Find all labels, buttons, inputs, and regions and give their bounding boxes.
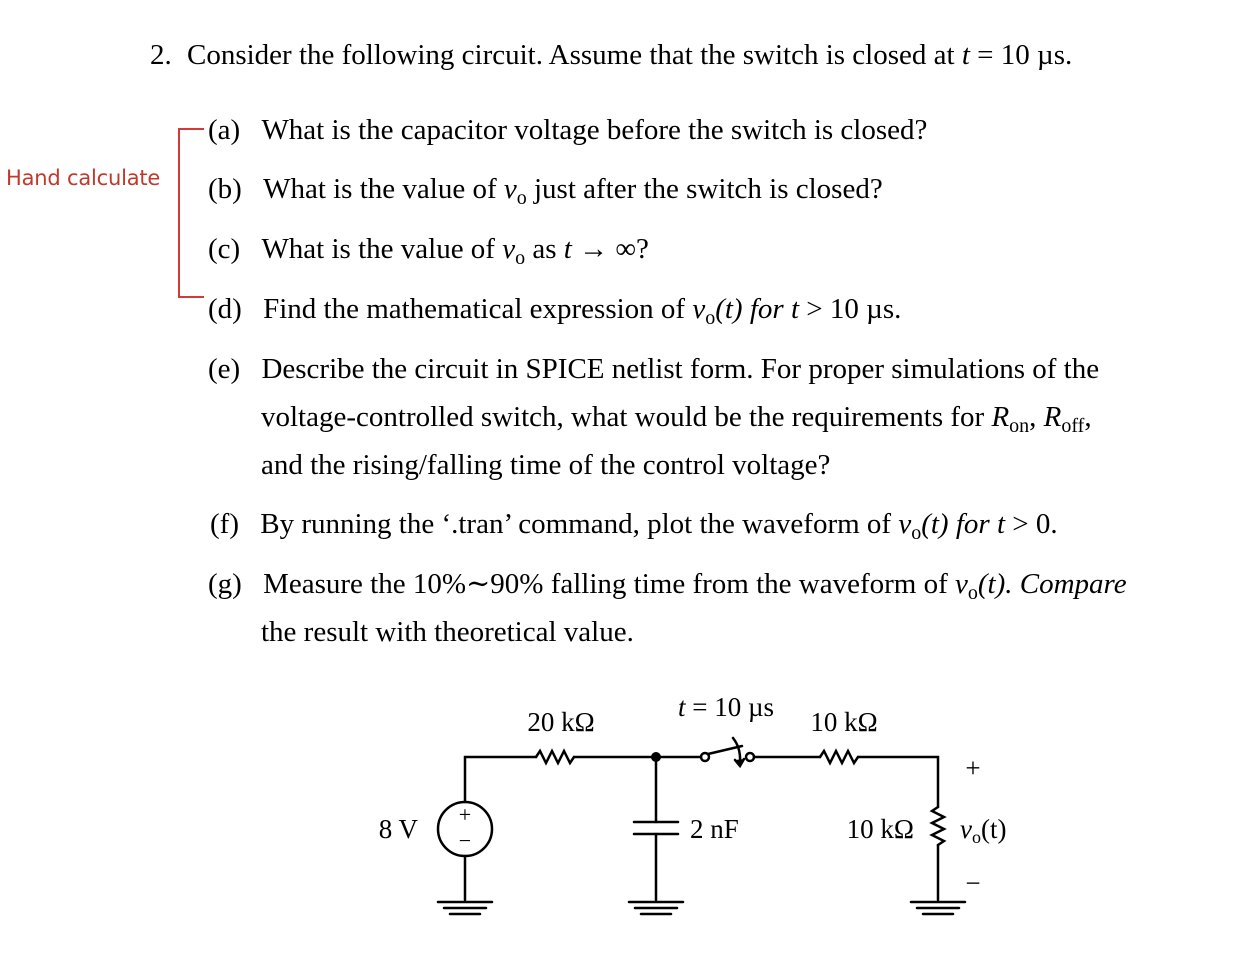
part-text: What is the value of <box>263 173 504 205</box>
output-minus: − <box>965 868 981 898</box>
capacitor-label: 2 nF <box>690 814 739 844</box>
ground-source <box>438 902 492 914</box>
part-label: (c) <box>208 233 241 265</box>
r-load-label: 10 kΩ <box>846 814 914 844</box>
part-text: What is the value of <box>261 233 503 265</box>
part-text-end: → ∞? <box>571 233 649 265</box>
source-plus: + <box>458 802 472 827</box>
subscript: o <box>515 247 526 269</box>
part-text-end: just after the switch is closed? <box>526 173 883 205</box>
junction-node <box>651 752 661 762</box>
part-text-end: > 10 µs. <box>799 293 902 325</box>
source-minus: − <box>458 828 472 853</box>
part-text: Find the mathematical expression of <box>263 293 693 325</box>
t-variable: t <box>790 293 799 325</box>
part-text-mid: (t) for <box>921 508 997 540</box>
t-variable: t <box>996 508 1005 540</box>
subscript: o <box>911 522 922 544</box>
v-variable: v <box>502 233 516 265</box>
resistor-10k-load <box>932 807 944 845</box>
v-variable: v <box>503 173 517 205</box>
r1-label: 20 kΩ <box>527 707 595 737</box>
time-variable: t <box>961 39 970 71</box>
part-text: What is the capacitor voltage before the switch is closed? <box>261 114 928 146</box>
output-plus: + <box>965 753 981 783</box>
source-label: 8 V <box>378 814 418 844</box>
part-text-line1: Describe the circuit in SPICE netlist form. For proper simulations of the <box>261 353 1100 385</box>
separator: , <box>1029 401 1044 433</box>
v-variable: v <box>692 293 706 325</box>
wire-to-load <box>858 757 938 807</box>
hand-calculate-note: Hand calculate <box>6 166 161 190</box>
r-off-symbol: R <box>1043 401 1062 433</box>
separator-end: , <box>1084 401 1092 433</box>
part-label: (d) <box>208 293 242 325</box>
part-label: (f) <box>210 508 239 540</box>
ground-capacitor <box>629 902 683 914</box>
part-label: (g) <box>208 568 242 600</box>
t-variable: t <box>563 233 572 265</box>
switch-time: = 10 µs. <box>969 39 1073 71</box>
question-number: 2. <box>150 39 172 71</box>
subscript: off <box>1061 415 1085 437</box>
part-label: (b) <box>208 173 242 205</box>
part-text-mid: (t) for <box>715 293 791 325</box>
wire-top-left <box>465 757 536 802</box>
subscript: o <box>516 187 527 209</box>
subscript: o <box>705 307 716 329</box>
part-text-line3: and the rising/falling time of the control voltage? <box>261 449 831 481</box>
part-text-mid: as <box>525 233 564 265</box>
subscript: on <box>1009 415 1030 437</box>
resistor-20k <box>536 751 574 763</box>
v-variable: v <box>898 508 912 540</box>
output-label: vo(t) <box>960 814 1007 847</box>
part-text-end: (t). Compare <box>977 568 1127 600</box>
v-variable: v <box>954 568 968 600</box>
resistor-10k-series <box>820 751 858 763</box>
r2-label: 10 kΩ <box>810 707 878 737</box>
r-on-symbol: R <box>991 401 1010 433</box>
part-text: By running the ‘.tran’ command, plot the waveform of <box>260 508 899 540</box>
part-text: Measure the 10%∼90% falling time from the waveform of <box>263 568 955 600</box>
switch-arrowhead <box>735 759 744 766</box>
part-text-end: > 0. <box>1005 508 1058 540</box>
part-text-line2: voltage-controlled switch, what would be the requirements for <box>261 401 992 433</box>
part-label: (e) <box>208 353 241 385</box>
subscript: o <box>967 582 978 604</box>
switch-label: t = 10 µs <box>677 692 775 722</box>
ground-load <box>911 902 965 914</box>
question-intro: Consider the following circuit. Assume that the switch is closed at <box>187 39 962 71</box>
part-text-line2: the result with theoretical value. <box>261 616 634 648</box>
part-label: (a) <box>208 114 241 146</box>
